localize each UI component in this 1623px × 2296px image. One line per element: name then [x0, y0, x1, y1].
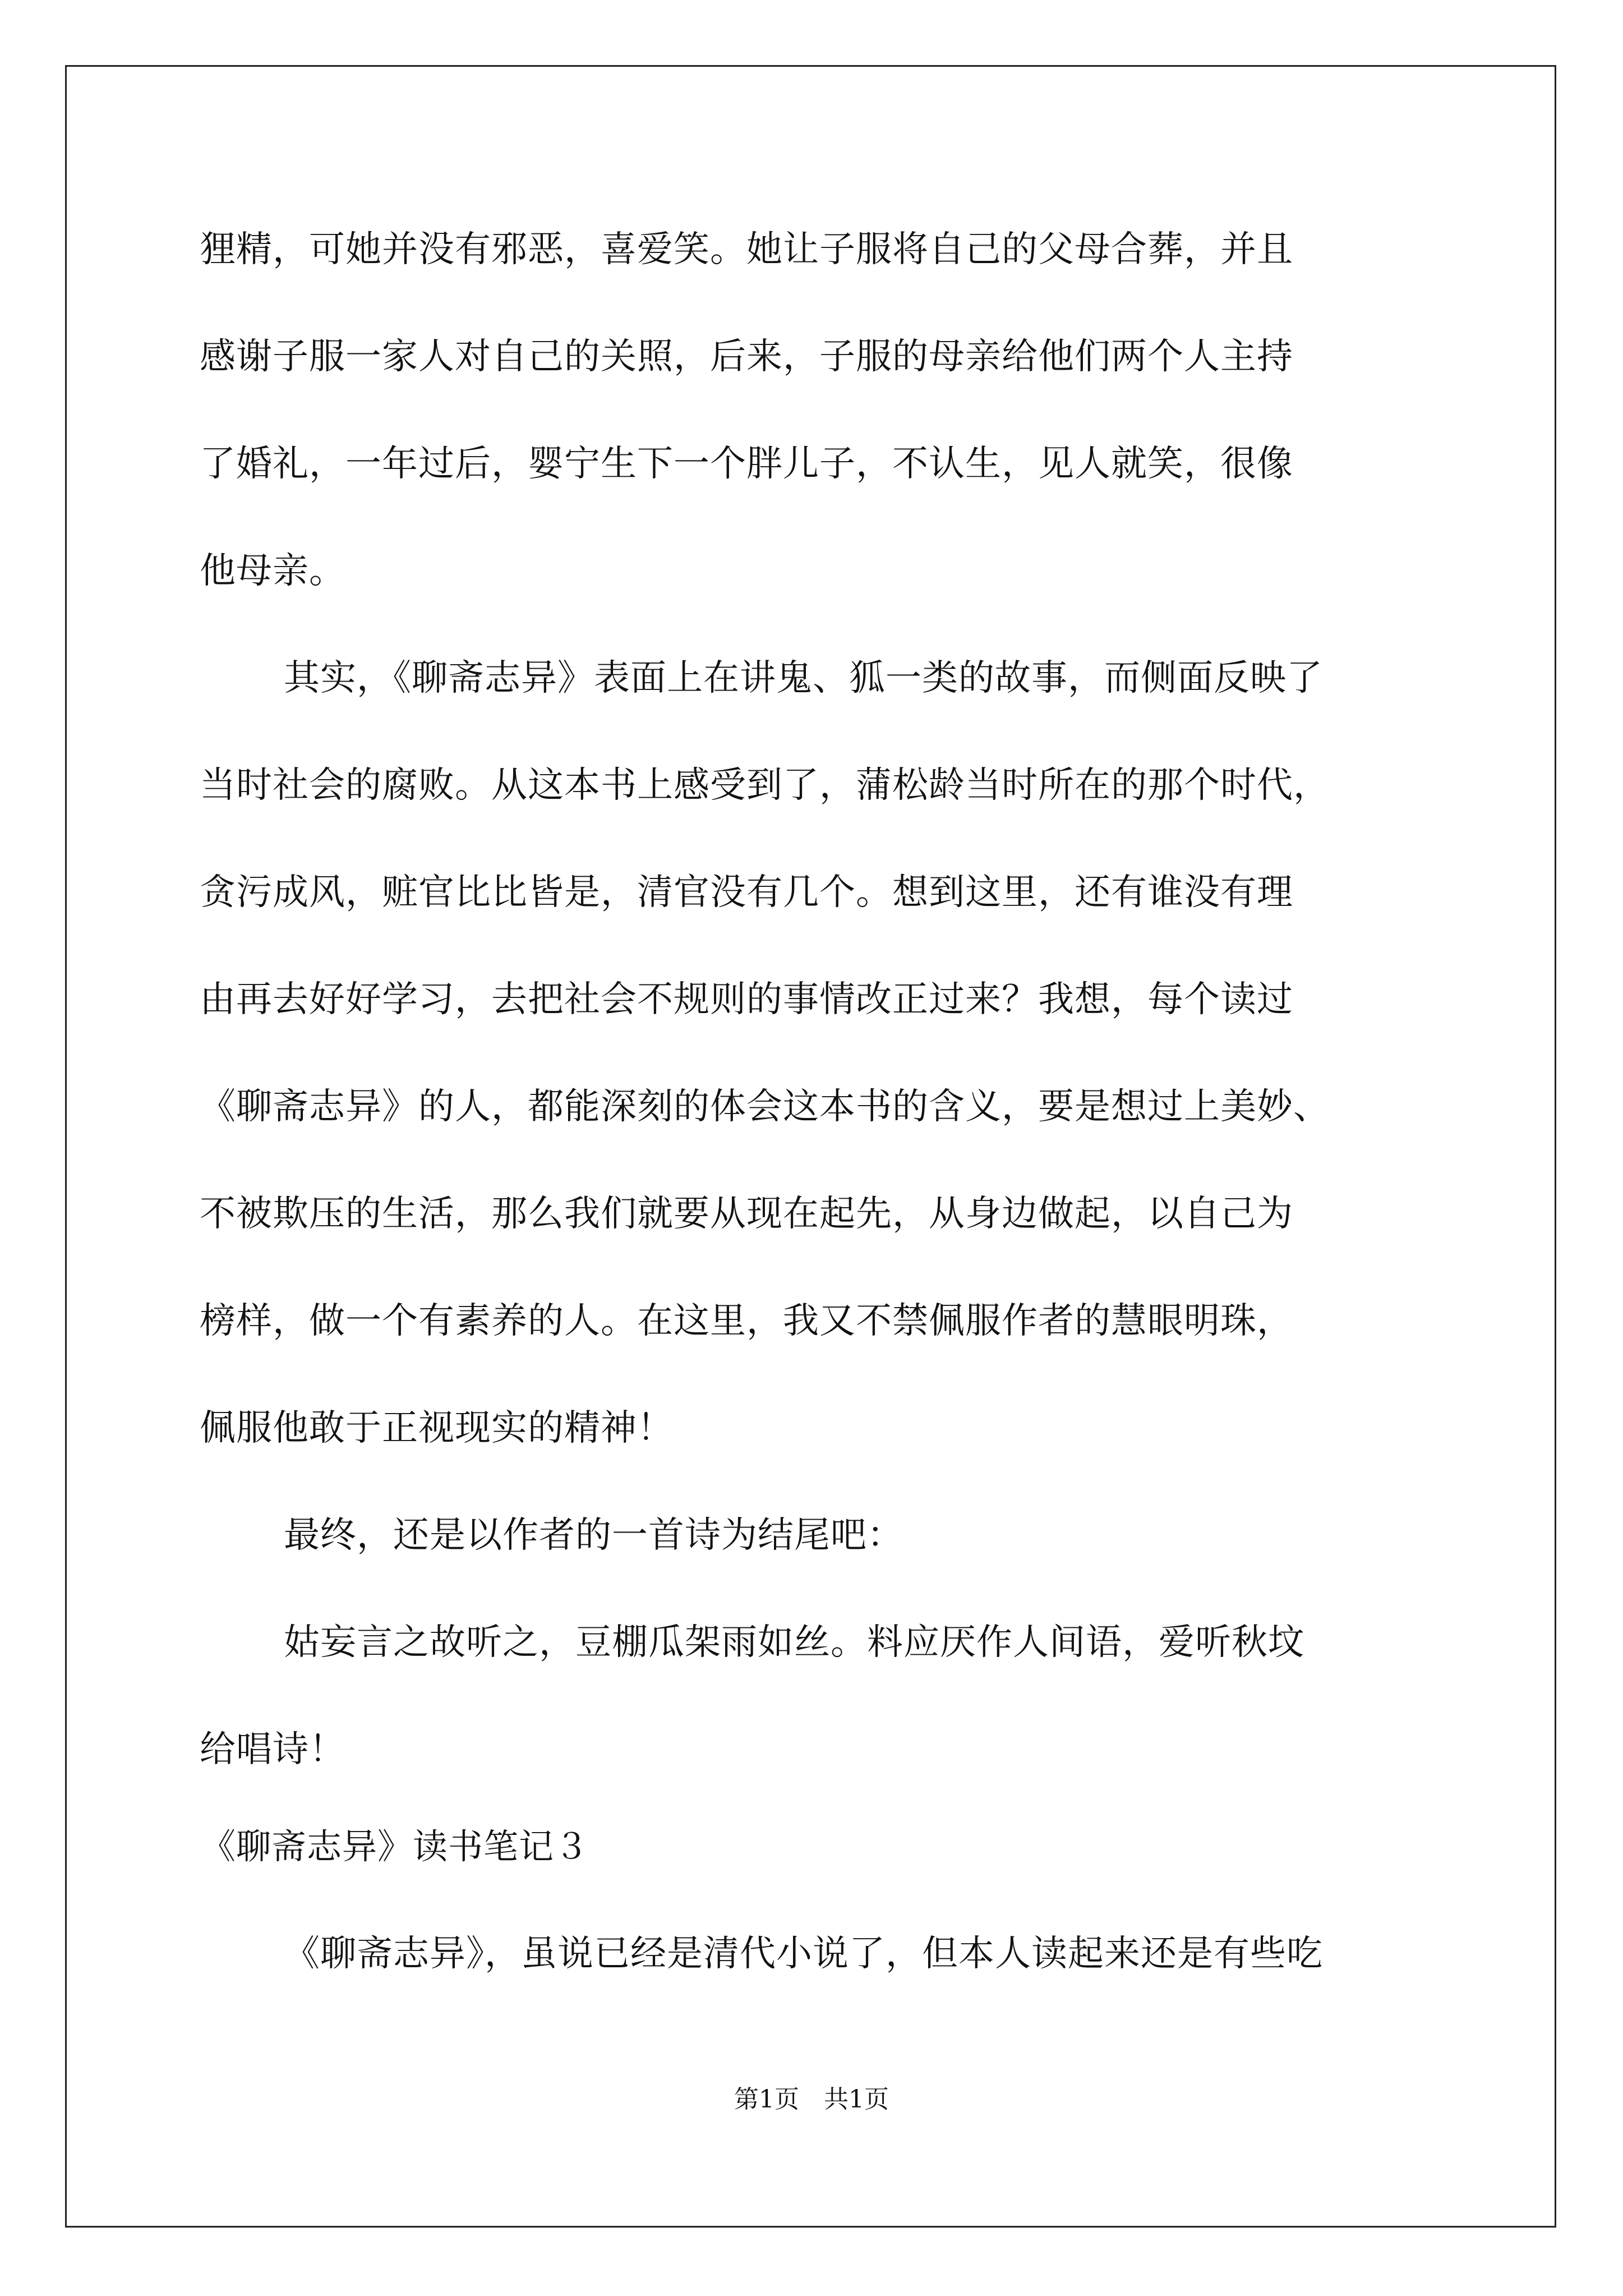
text-line: 他母亲。	[200, 550, 345, 592]
text-line: 当时社会的腐败。从这本书上感受到了，蒲松龄当时所在的那个时代，	[200, 765, 1330, 806]
text-line: 感谢子服一家人对自己的关照，后来，子服的母亲给他们两个人主持	[200, 336, 1293, 378]
text-line: 由再去好好学习，去把社会不规则的事情改正过来？我想，每个读过	[200, 979, 1293, 1020]
text-line: 不被欺压的生活，那么我们就要从现在起先，从身边做起，以自己为	[200, 1193, 1293, 1235]
paragraph-first-line: 最终，还是以作者的一首诗为结尾吧：	[284, 1515, 903, 1556]
section-heading: 《聊斋志异》读书笔记３	[201, 1826, 590, 1867]
paragraph-first-line: 其实，《聊斋志异》表面上在讲鬼、狐一类的故事，而侧面反映了	[284, 657, 1323, 699]
page-footer: 第1页 共1页	[734, 2085, 889, 2114]
text-line: 《聊斋志异》的人，都能深刻的体会这本书的含义，要是想过上美妙、	[200, 1086, 1330, 1128]
paragraph-first-line: 《聊斋志异》，虽说已经是清代小说了，但本人读起来还是有些吃	[284, 1933, 1323, 1975]
page-border	[65, 65, 1556, 2228]
text-line: 佩服他敢于正视现实的精神！	[200, 1407, 674, 1449]
text-line: 贪污成风，赃官比比皆是，清官没有几个。想到这里，还有谁没有理	[200, 872, 1293, 913]
poem-line: 给唱诗！	[200, 1729, 345, 1770]
text-line: 榜样，做一个有素养的人。在这里，我又不禁佩服作者的慧眼明珠，	[200, 1300, 1293, 1342]
text-line: 狸精，可她并没有邪恶，喜爱笑。她让子服将自己的父母合葬，并且	[200, 229, 1293, 270]
text-line: 了婚礼，一年过后，婴宁生下一个胖儿子，不认生，见人就笑，很像	[200, 443, 1293, 485]
poem-line: 姑妄言之故听之，豆棚瓜架雨如丝。料应厌作人间语，爱听秋坟	[284, 1622, 1304, 1663]
